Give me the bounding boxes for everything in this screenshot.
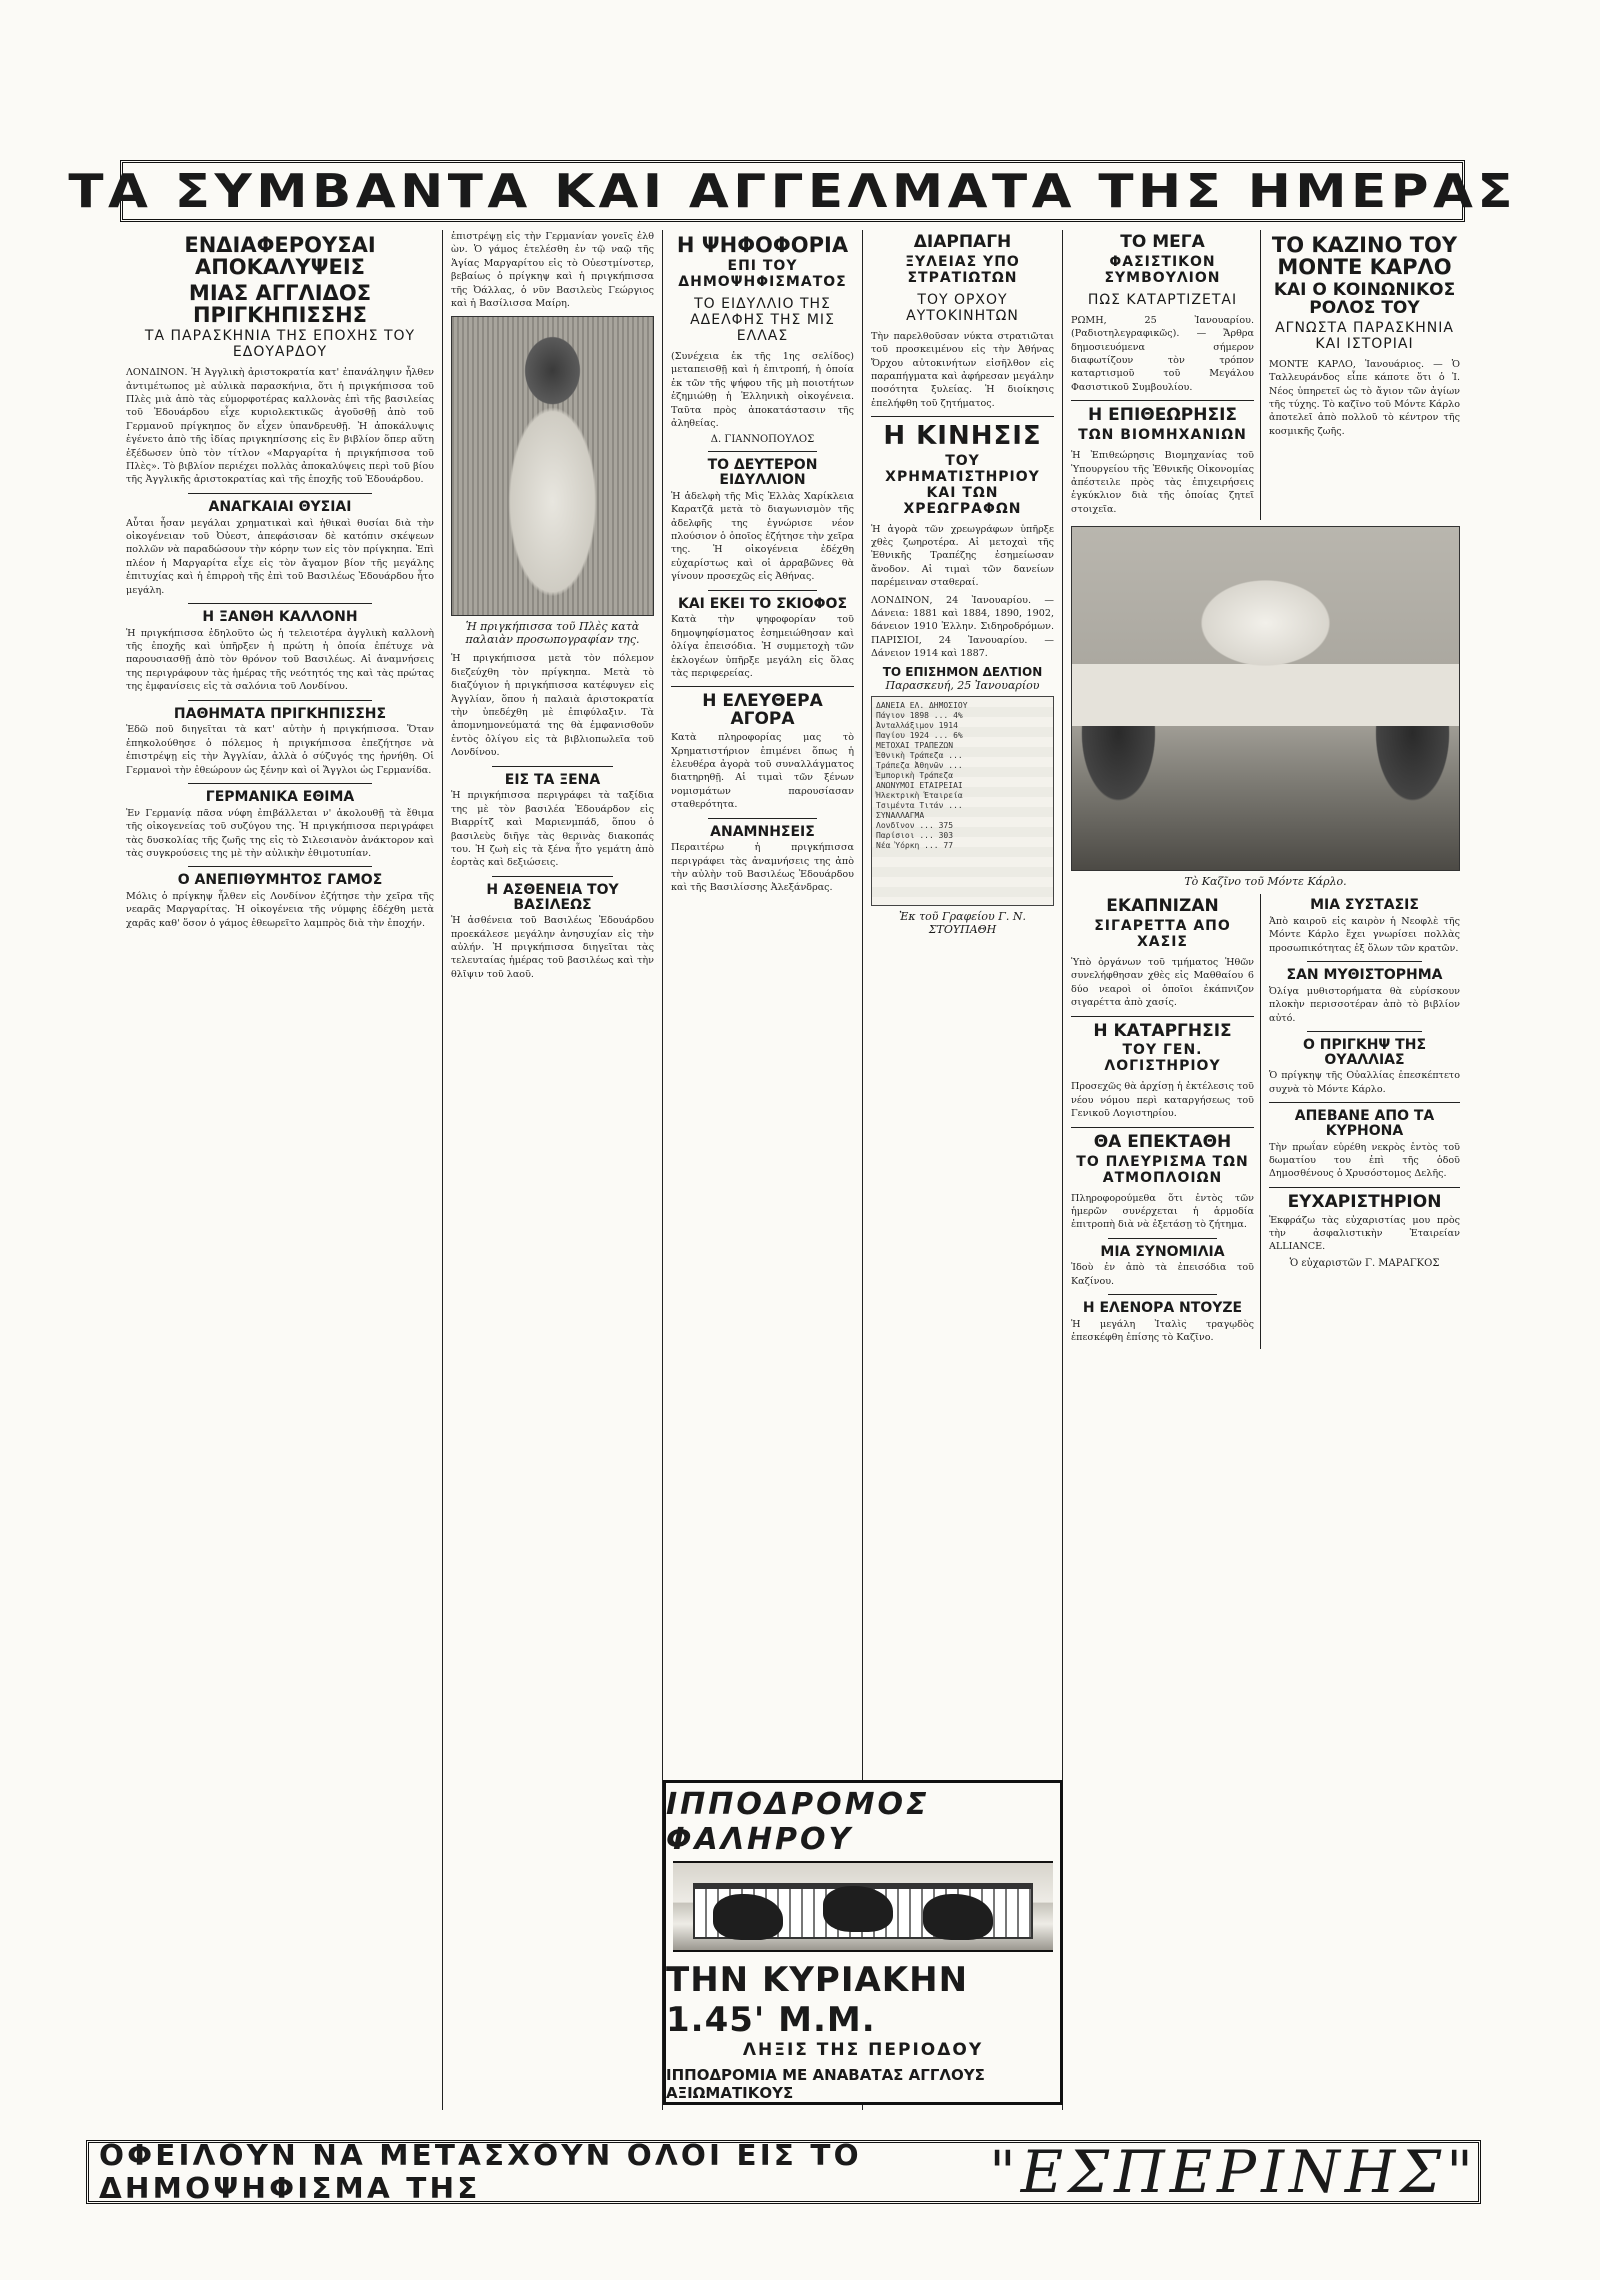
subheadline: ΠΩΣ ΚΑΤΑΡΤΙΖΕΤΑΙ xyxy=(1087,291,1238,308)
divider xyxy=(708,818,818,819)
headline: ΚΑΙ Ο ΚΟΙΝΩΝΙΚΟΣ ΡΟΛΟΣ ΤΟΥ xyxy=(1273,280,1456,318)
fascist-council-article xyxy=(1071,230,1261,520)
article-text: Ἡ πριγκήπισσα ἐδηλοῦτο ὡς ἡ τελειοτέρα ἀγγλικὴ καλλονὴ τῆς ἐποχῆς καὶ ὑπῆρξεν ἡ πρώτη ἡ ὁποία ἐπέτυχε νὰ παρουσιασθῇ ἀπὸ τὸν θρόνον τοῦ Βασιλέως. Αἱ ἀναμνήσεις της περιγράφουν τὰς ἡμέρας τῆς νεότητός της καὶ τὰς πρώτας της ἐμφανίσεις εἰς τὰ σαλόνια τοῦ Λονδίνου. xyxy=(126,627,434,693)
article-text: Αὗται ἦσαν μεγάλαι χρηματικαὶ καὶ ἠθικαὶ θυσίαι διὰ τὴν οἰκογένειαν τοῦ Ὀὐεστ, ἀπεφάσισαν δὲ κατόπιν σκέψεων πολλῶν νὰ παραδώσουν τὴν κόρην των εἰς τὸν πρίγκηπα. Ἐπὶ πλέον ἡ Μαργαρίτα εἶχε εἰς τὸν ἄγαμον βίον τῆς μεγάλης ἐπιτυχίας καὶ ἡ ἐπιρροὴ τῆς ἐπὶ τοῦ Βασιλέως Ἐδουάρδου ἦτο μεγάλη. xyxy=(126,517,434,596)
article-text: Μόλις ὁ πρίγκηψ ἦλθεν εἰς Λονδίνον ἐζήτησε τὴν χεῖρα τῆς νεαρᾶς Μαργαρίτας. Ἡ οἰκογένεια τῆς νύμφης ἐδέχθη μετὰ χαρᾶς καθ' ὅσον ὁ γάμος ἐθεωρεῖτο λαμπρὸς διὰ τὴν ἐποχήν. xyxy=(126,891,434,929)
subheadline: ΑΓΝΩΣΤΑ ΠΑΡΑΣΚΗΝΙΑ ΚΑΙ ΙΣΤΟΡΙΑΙ xyxy=(1275,319,1454,352)
divider xyxy=(708,451,818,452)
section-title: ΓΕΡΜΑΝΙΚΑ ΕΘΙΜΑ xyxy=(205,789,355,805)
subheadline: ΤΟ ΕΙΔΥΛΛΙΟ ΤΗΣ ΑΔΕΛΦΗΣ ΤΗΣ ΜΙΣ ΕΛΛΑΣ xyxy=(690,296,835,345)
monte-carlo-casino-photo xyxy=(1071,526,1460,871)
column-2 xyxy=(443,230,663,2110)
stock-row: ΔΑΝΕΙΑ ΕΛ. ΔΗΜΟΣΙΟΥ xyxy=(876,700,968,710)
subheadline: ΤΩΝ ΒΙΟΜΗΧΑΝΙΩΝ xyxy=(1078,427,1247,444)
masthead-title: ΤΑ ΣΥΜΒΑΝΤΑ ΚΑΙ ΑΓΓΕΛΜΑΤΑ ΤΗΣ ΗΜΕΡΑΣ xyxy=(68,164,1517,218)
article-text: Ἡ μεγάλη Ἰταλὶς τραγῳδὸς ἐπεσκέφθη ἐπίσης τὸ Καζῖνο. xyxy=(1071,1318,1254,1344)
article-text: Προσεχῶς θὰ ἀρχίσῃ ἡ ἐκτέλεσις τοῦ νέου νόμου περὶ καταργήσεως τοῦ Γενικοῦ Λογιστηρίου. xyxy=(1071,1081,1254,1120)
section-title: ΣΑΝ ΜΥΘΙΣΤΟΡΗΜΑ xyxy=(1286,967,1443,984)
stock-row: Ἐθνικὴ Τράπεζα ... xyxy=(876,750,963,760)
headline: ΕΝΔΙΑΦΕΡΟΥΣΑΙ ΑΠΟΚΑΛΥΨΕΙΣ xyxy=(184,233,376,280)
headline: Η ΚΙΝΗΣΙΣ xyxy=(883,421,1042,452)
subheadline: ΣΙΓΑΡΕΤΤΑ ΑΠΟ ΧΑΣΙΣ xyxy=(1094,918,1231,950)
divider xyxy=(188,866,373,867)
section-title: Ο ΑΝΕΠΙΘΥΜΗΤΟΣ ΓΑΜΟΣ xyxy=(177,872,383,889)
headline: Η ΕΛΕΥΘΕΡΑ ΑΓΟΡΑ xyxy=(702,691,823,730)
stock-row: Πάγιον 1898 ... 4% xyxy=(876,710,963,720)
divider xyxy=(492,876,614,877)
article-text: Ἡ ἀσθένεια τοῦ Βασιλέως Ἐδουάρδου προεκάλεσε μεγάλην ἀνησυχίαν εἰς τὴν αὐλήν. Ἡ πριγκήπισσα διηγεῖται τὰς τελευταίας ἡμέρας τοῦ βασιλέως καὶ τὴν θλῖψιν τοῦ λαοῦ. xyxy=(451,915,654,980)
divider xyxy=(492,766,614,767)
article-text: Ἡ πριγκήπισσα μετὰ τὸν πόλεμον διεζεύχθη τὸν πρίγκηπα. Μετὰ τὸ διαζύγιον ἡ πριγκήπισσα κατέφυγεν εἰς Ἀγγλίαν, ὅπου ἡ παλαιὰ ἀριστοκρατία τὴν ὑπεδέχθη μὲ ἐπιφύλαξιν. Τὰ ἀπομνημονεύματά της θὰ ἐμφανισθοῦν ἐντὸς ὀλίγου εἰς τὰ βιβλιοπωλεῖα τοῦ Λονδίνου. xyxy=(451,653,654,759)
left-subcolumn xyxy=(1071,894,1261,1349)
article-text: Κατὰ πληροφορίας μας τὸ Χρηματιστήριον ἐπιμένει ὅπως ἡ ἐλευθέρα ἀγορὰ τοῦ συναλλάγματος διατηρηθῇ. Αἱ τιμαὶ τῶν ξένων νομισμάτων παρουσίασαν σταθερότητα. xyxy=(671,732,854,811)
article-text: Ἰδοὺ ἐν ἀπὸ τὰ ἐπεισόδια τοῦ Καζίνου. xyxy=(1071,1262,1254,1287)
headline: ΕΚΑΠΝΙΖΑΝ xyxy=(1106,896,1219,917)
section-title: ΑΝΑΓΚΑΙΑΙ ΘΥΣΙΑΙ xyxy=(208,498,352,515)
section-title: Η ΕΛΕΝΟΡΑ ΝΤΟΥΖΕ xyxy=(1082,1300,1243,1317)
ad-subtitle: ΛΗΞΙΣ ΤΗΣ ΠΕΡΙΟΔΟΥ xyxy=(742,2040,984,2060)
column-5 xyxy=(1063,230,1468,2110)
article-text: Ἡ ἀδελφὴ τῆς Μὶς Ἑλλὰς Χαρίκλεια Καρατζᾶ μετὰ τὸ διαγωνισμὸν τῆς ἀδελφῆς της ἐγνώρισε νέον πλούσιον ὁ ὁποῖος ἐζήτησε τὴν χεῖρα της. Ἡ οἰκογένεια ἐδέχθη εὐχαρίστως καὶ οἱ ἀρραβῶνες θὰ γίνουν προσεχῶς εἰς Ἀθήνας. xyxy=(671,490,854,583)
section-title: ΕΙΣ ΤΑ ΞΕΝΑ xyxy=(504,771,601,788)
headline: ΜΙΑΣ ΑΓΓΛΙΔΟΣ ΠΡΙΓΚΗΠΙΣΣΗΣ xyxy=(188,281,372,328)
section-title: Η ΞΑΝΘΗ ΚΑΛΛΟΝΗ xyxy=(202,608,358,625)
divider xyxy=(1307,1031,1422,1032)
headline: ΔΙΑΡΠΑΓΗ xyxy=(913,232,1012,252)
divider xyxy=(871,416,1054,417)
divider xyxy=(1269,1102,1460,1103)
ad-title: ΙΠΠΟΔΡΟΜΟΣ ΦΑΛΗΡΟΥ xyxy=(666,1787,930,1857)
headline: Η ΕΠΙΘΕΩΡΗΣΙΣ xyxy=(1087,405,1238,426)
princess-portrait-photo xyxy=(451,316,654,616)
column-1 xyxy=(118,230,443,2110)
divider xyxy=(188,603,373,604)
section-title: ΑΠΕΒΑΝΕ ΑΠΟ ΤΑ ΚΥΡΗΟΝΑ xyxy=(1294,1108,1435,1139)
section-title: Η ΑΣΘΕΝΕΙΑ ΤΟΥ ΒΑΣΙΛΕΩΣ xyxy=(486,881,619,913)
ad-date-line: ΤΗΝ ΚΥΡΙΑΚΗΝ 1.45' Μ.Μ. xyxy=(666,1960,969,2040)
subheadline: ΦΑΣΙΣΤΙΚΟΝ ΣΥΜΒΟΥΛΙΟΝ xyxy=(1104,253,1221,286)
divider xyxy=(188,700,373,701)
subheadline: ΤΑ ΠΑΡΑΣΚΗΝΙΑ ΤΗΣ ΕΠΟΧΗΣ ΤΟΥ ΕΔΟΥΑΡΔΟΥ xyxy=(144,328,416,361)
subheadline: ΤΟ ΠΛΕΥΡΙΣΜΑ ΤΩΝ ΑΤΜΟΠΛΟΙΩΝ xyxy=(1076,1153,1249,1186)
byline: Δ. ΓΙΑΝΝΟΠΟΥΛΟΣ xyxy=(710,434,815,446)
stock-row: Ἐμπορικὴ Τράπεζα xyxy=(876,770,954,780)
section-title: ΠΑΘΗΜΑΤΑ ΠΡΙΓΚΗΠΙΣΣΗΣ xyxy=(173,705,387,722)
article-text: Περαιτέρω ἡ πριγκήπισσα περιγράφει τὰς ἀναμνήσεις της ἀπὸ τὴν αὐλὴν τοῦ Βασιλέως Ἐδουάρδου καὶ τῆς Βασιλίσσης Ἀλεξάνδρας. xyxy=(671,842,854,894)
stock-row: Ἠλεκτρικὴ Ἑταιρεία xyxy=(876,790,963,800)
section-title: ΕΥΧΑΡΙΣΤΗΡΙΟΝ xyxy=(1287,1191,1442,1212)
section-title: ΜΙΑ ΣΥΝΟΜΙΛΙΑ xyxy=(1100,1243,1225,1260)
divider xyxy=(671,686,854,687)
section-title: ΑΝΑΜΝΗΣΕΙΣ xyxy=(710,823,815,840)
divider xyxy=(1108,1294,1218,1295)
headline: ΤΟ ΚΑΖΙΝΟ ΤΟΥ ΜΟΝΤΕ ΚΑΡΛΟ xyxy=(1271,233,1458,280)
divider xyxy=(1071,1127,1254,1128)
stock-row: ΣΥΝΑΛΛΑΓΜΑ xyxy=(876,810,925,820)
stock-row: ΜΕΤΟΧΑΙ ΤΡΑΠΕΖΩΝ xyxy=(876,740,954,750)
divider xyxy=(188,493,373,494)
article-text: Ὀλίγα μυθιστορήματα θὰ εὑρίσκουν πλοκὴν περισσοτέραν ἀπὸ τὸ βιβλίον αὐτό. xyxy=(1269,985,1460,1024)
stock-row: Νέα Ὑόρκη ... 77 xyxy=(876,840,954,850)
horse-race-illustration xyxy=(673,1861,1053,1952)
subheadline: ΤΟΥ ΟΡΧΟΥ ΑΥΤΟΚΙΝΗΤΩΝ xyxy=(906,291,1019,324)
article-text: Ὁ πρίγκηψ τῆς Οὐαλλίας ἐπεσκέπτετο συχνὰ τὸ Μόντε Κάρλο. xyxy=(1269,1070,1460,1095)
masthead xyxy=(68,160,1517,222)
stock-row: ΑΝΩΝΥΜΟΙ ΕΤΑΙΡΕΙΑΙ xyxy=(876,780,963,790)
section-title: Ο ΠΡΙΓΚΗΨ ΤΗΣ ΟΥΑΛΛΙΑΣ xyxy=(1302,1036,1427,1068)
divider xyxy=(1071,400,1254,401)
article-text: ΛΟΝΔΙΝΟΝ, 24 Ἰανουαρίου. — Δάνεια: 1881 καὶ 1884, 1890, 1902, δάνειον 1910 Ἑλλην. Σιδηροδρόμων. ΠΑΡΙΣΙΟΙ, 24 Ἰανουαρίου. — Δάνειον 1914 καὶ 1887. xyxy=(871,594,1054,660)
section-title: ΜΙΑ ΣΥΣΤΑΣΙΣ xyxy=(1310,897,1419,914)
stock-row: Παρίσιοι ... 303 xyxy=(876,830,954,840)
article-text: Ὑπὸ ὀργάνων τοῦ τμήματος Ἡθῶν συνελήφθησαν χθὲς εἰς Μαθθαίου 6 δύο νεαροὶ οἱ ὁποῖοι ἐκάπνιζον σιγαρέττα ἀπὸ χασίς. xyxy=(1071,957,1254,1009)
article-text: ἐπιστρέψῃ εἰς τὴν Γερμανίαν γονεῖς ἐλθ ὼν. Ὁ γάμος ἐτελέσθη ἐν τῷ ναῷ τῆς Ἁγίας Μαργαρίτου εἰς τὸ Οὐεστμίνστερ, βεβαίως ὁ πρίγκηψ καὶ ἡ πριγκήπισσα τῆς Ὀάλλας, ὁ νῦν Βασιλεὺς Γεώργιος καὶ ἡ Βασίλισσα Μαίρη. xyxy=(451,231,654,310)
article-text: Ἀπὸ καιροῦ εἰς καιρὸν ἡ Νεοφλὲ τῆς Μόντε Κάρλο ἔχει γνωρίσει πολλὰς προσωπικότητας ἐξ ὅλων τῶν κρατῶν. xyxy=(1269,915,1460,954)
article-text: Ἡ ἀγορὰ τῶν χρεωγράφων ὑπῆρξε χθὲς ζωηροτέρα. Αἱ μετοχαὶ τῆς Ἐθνικῆς Τραπέζης ἐσημείωσαν ἄνοδον. Αἱ τιμαὶ τῶν δανείων παρέμειναν σταθεραί. xyxy=(871,523,1054,589)
article-text: Πληροφορούμεθα ὅτι ἐντὸς τῶν ἡμερῶν συνέρχεται ἡ ἁρμοδία ἐπιτροπὴ διὰ νὰ ἐξετάσῃ τὸ ζήτημα. xyxy=(1071,1192,1254,1231)
right-subcolumn xyxy=(1269,894,1460,1349)
headline: Η ΚΑΤΑΡΓΗΣΙΣ xyxy=(1093,1020,1232,1041)
footer-slogan: ΟΦΕΙΛΟΥΝ ΝΑ ΜΕΤΑΣΧΟΥΝ ΟΛΟΙ ΕΙΣ ΤΟ ΔΗΜΟΨΗΦΙΣΜΑ ΤΗΣ xyxy=(99,2139,862,2205)
photo-caption: Τὸ Καζῖνο τοῦ Μόντε Κάρλο. xyxy=(1184,875,1347,889)
headline: ΤΟ ΜΕΓΑ xyxy=(1120,232,1205,252)
headline: Η ΨΗΦΟΦΟΡΙΑ xyxy=(676,233,849,257)
stock-row: Λονδῖνον ... 375 xyxy=(876,820,954,830)
subheadline: ΕΠΙ ΤΟΥ ΔΗΜΟΨΗΦΙΣΜΑΤΟΣ xyxy=(678,258,847,291)
stock-row: Ἀνταλλάξιμον 1914 xyxy=(876,720,958,730)
stock-bulletin-title: ΤΟ ΕΠΙΣΗΜΟΝ ΔΕΛΤΙΟΝ xyxy=(882,664,1043,679)
article-text: Κατὰ τὴν ψηφοφορίαν τοῦ δημοψηφίσματος ἐσημειώθησαν καὶ ὀλίγα ἐπεισόδια. Ἡ συμμετοχὴ τῶν ἐκλογέων ὑπῆρξε μεγάλη εἰς ὅλας τὰς περιφερείας. xyxy=(671,614,854,680)
article-text: Ἡ Ἐπιθεώρησις Βιομηχανίας τοῦ Ὑπουργείου τῆς Ἐθνικῆς Οἰκονομίας ἀπέστειλε πρὸς τὰς ἐπιχειρήσεις ἐγκύκλιον διὰ τῆς ὁποίας ζητεῖ στοιχεῖα. xyxy=(1071,450,1254,515)
ad-description: ΙΠΠΟΔΡΟΜΙΑ ΜΕ ΑΝΑΒΑΤΑΣ ΑΓΓΛΟΥΣ ΑΞΙΩΜΑΤΙΚΟΥΣ xyxy=(666,2066,985,2102)
stock-table xyxy=(871,696,1054,906)
stock-row: Τσιμέντα Τιτάν ... xyxy=(876,800,963,810)
article-text: Ἐδῶ ποῦ διηγεῖται τὰ κατ' αὐτὴν ἡ πριγκήπισσα. Ὅταν ἐπηκολούθησε ὁ πόλεμος ἡ πριγκήπισσα ἐπεζήτησε νὰ ἐπιστρέψῃ εἰς τὴν Ἀγγλίαν, ἀλλὰ ὁ σύζυγός της ἠρνήθη. Οἱ Γερμανοὶ τὴν ἐθεώρουν ὡς ξένην καὶ οἱ Ἄγγλοι ὡς Γερμανίδα. xyxy=(126,724,434,776)
divider xyxy=(1071,1016,1254,1017)
stock-source: Ἐκ τοῦ Γραφείου Γ. Ν. ΣΤΟΥΠΑΘΗ xyxy=(899,909,1026,936)
divider xyxy=(1307,961,1422,962)
headline: ΘΑ ΕΠΕΚΤΑΘΗ xyxy=(1093,1131,1232,1152)
article-text: Ἐν Γερμανίᾳ πᾶσα νύφη ἐπιβάλλεται ν' ἀκολουθῇ τὰ ἔθιμα τῆς οἰκογενείας τοῦ συζύγου της. Ἡ πριγκήπισσα περιγράφει τὰς δυσκολίας τῆς ζωῆς της εἰς τὸ Σιλεσιανὸν ἀνάκτορον καὶ τὰς συγκρούσεις της μὲ τὴν αὐλικὴν ἐθιμοτυπίαν. xyxy=(126,807,434,859)
subheadline: ΞΥΛΕΙΑΣ ΥΠΟ ΣΤΡΑΤΙΩΤΩΝ xyxy=(905,253,1020,286)
article-text: Ἡ πριγκήπισσα περιγράφει τὰ ταξίδια της μὲ τὸν βασιλέα Ἐδουάρδον εἰς Βιαρρίτζ καὶ Μαριενμπάδ, ὅπου ὁ βασιλεὺς διῆγε τὰς θερινὰς διακοπάς του. Ἡ ζωὴ εἰς τὰ ξένα ἦτο γεμάτη ἀπὸ ἑορτὰς καὶ δεξιώσεις. xyxy=(451,790,654,869)
article-text: Τὴν παρελθοῦσαν νύκτα στρατιῶται τοῦ προσκειμένου εἰς τὴν Ἀθήνας Ὄρχου αὐτοκινήτων εἰσῆλθον εἰς παραπήγματα καὶ ἀφήρεσαν μεγάλην ποσότητα ξυλείας. Ἡ διοίκησις ἐπελήφθη τοῦ ζητήματος. xyxy=(871,330,1054,409)
article-text: ΛΟΝΔΙΝΟΝ. Ἡ Ἀγγλικὴ ἀριστοκρατία κατ' ἐπανάληψιν ἦλθεν ἀντιμέτωπος μὲ αὐλικὰ παρασκήνια, ὅτι ἡ πριγκήπισσα τοῦ Πλὲς μιὰ ἀπὸ τὰς εὐμορφοτέρας καλλονὰς ἐπὶ τῆς βασιλείας τοῦ Ἐδουάρδου εἶχε κυριολεκτικῶς ἀγοῦσθῇ ἀπὸ τοῦ Γερμανοῦ πρίγκηπος ὅν εἶχεν ὑπανδρευθῇ. Ἡ ἀποκάλυψις ἐγένετο ἀπὸ τῆς ἰδίας πριγκηπίσσης εἰς ἓν βιβλίον ὅπερ αὕτη ἐξέδωσεν ὑπὸ τὸν τίτλον «Μαργαρίτα ἡ πριγκήπισσα τοῦ Πλὲς». Τὸ βιβλίον περιέχει πολλὰς ἀποκαλύψεις περὶ τοῦ βίου τῆς Ἀγγλικῆς ἀριστοκρατίας καὶ τῆς ἐποχῆς τοῦ Ἐδουάρδου. xyxy=(126,367,434,486)
article-text: (Συνέχεια ἐκ τῆς 1ης σελίδος) μεταπεισθῇ καὶ ἡ ἐπιτροπή, ἡ ὁποία ἐκ τῶν τῆς ψήφου τῆς μὴ ποιοτήτων ἐζημιώθῃ ἡ Ἑλληνικὴ οἰκογένεια. Ταῦτα πρὸς ἀποκατάστασιν τῆς ἀληθείας. xyxy=(671,351,854,430)
stock-row: Παγίου 1924 ... 6% xyxy=(876,730,963,740)
stock-bulletin-date: Παρασκευή, 25 Ἰανουαρίου xyxy=(885,678,1040,692)
divider xyxy=(1108,1238,1218,1239)
stock-row: Τράπεζα Ἀθηνῶν ... xyxy=(876,760,963,770)
racecourse-advertisement xyxy=(663,1780,1063,2105)
subheadline: ΤΟΥ ΓΕΝ. ΛΟΓΙΣΤΗΡΙΟΥ xyxy=(1104,1042,1221,1075)
section-title: ΤΟ ΔΕΥΤΕΡΟΝ ΕΙΔΥΛΛΙΟΝ xyxy=(707,457,818,489)
newspaper-name: "ΕΣΠΕΡΙΝΗΣ" xyxy=(989,2138,1478,2206)
photo-caption: Ἡ πριγκήπισσα τοῦ Πλὲς κατὰ παλαιὰν προσωπογραφίαν της. xyxy=(465,620,640,647)
casino-article-head xyxy=(1269,230,1460,520)
divider xyxy=(188,783,373,784)
divider xyxy=(708,590,818,591)
article-text: ΜΟΝΤΕ ΚΑΡΛΟ, Ἰανουάριος. — Ὁ Ταλλευράνδος εἶπε κάποτε ὅτι ὁ Ἰ. Νέος ὑπηρετεῖ ὡς τὸ ἄγιον τῶν ἀγίων τῆς τύχης. Τὸ καζῖνο τοῦ Μόντε Κάρλο ἀποτελεῖ ἀπὸ πολλοῦ τὸ κέντρον τῆς κοσμικῆς ζωῆς. xyxy=(1269,358,1460,437)
byline: Ὁ εὐχαριστῶν Γ. ΜΑΡΑΓΚΟΣ xyxy=(1289,1257,1440,1269)
divider xyxy=(1269,1187,1460,1188)
section-title: ΚΑΙ ΕΚΕΙ ΤΟ ΣΚΙΟΦΟΣ xyxy=(677,595,848,612)
article-text: Ἐκφράζω τὰς εὐχαριστίας μου πρὸς τὴν ἀσφαλιστικὴν Ἑταιρείαν ALLIANCE. xyxy=(1269,1214,1460,1253)
subheadline: ΤΟΥ ΧΡΗΜΑΤΙΣΤΗΡΙΟΥ ΚΑΙ ΤΩΝ ΧΡΕΩΓΡΑΦΩΝ xyxy=(885,452,1040,517)
article-text: Τὴν πρωΐαν εὑρέθη νεκρὸς ἐντὸς τοῦ δωματίου του ἐπὶ τῆς ὁδοῦ Δημοσθένους ὁ Χρυσόστομος Δελῆς. xyxy=(1269,1141,1460,1180)
article-text: ΡΩΜΗ, 25 Ἰανουαρίου. (Ραδιοτηλεγραφικῶς). — Ἄρθρα δημοσιευόμενα σήμερον διαφωτίζουν τὸν τρόπον καταρτισμοῦ τοῦ Μεγάλου Φασιστικοῦ Συμβουλίου. xyxy=(1071,314,1254,393)
footer-banner xyxy=(86,2140,1481,2204)
